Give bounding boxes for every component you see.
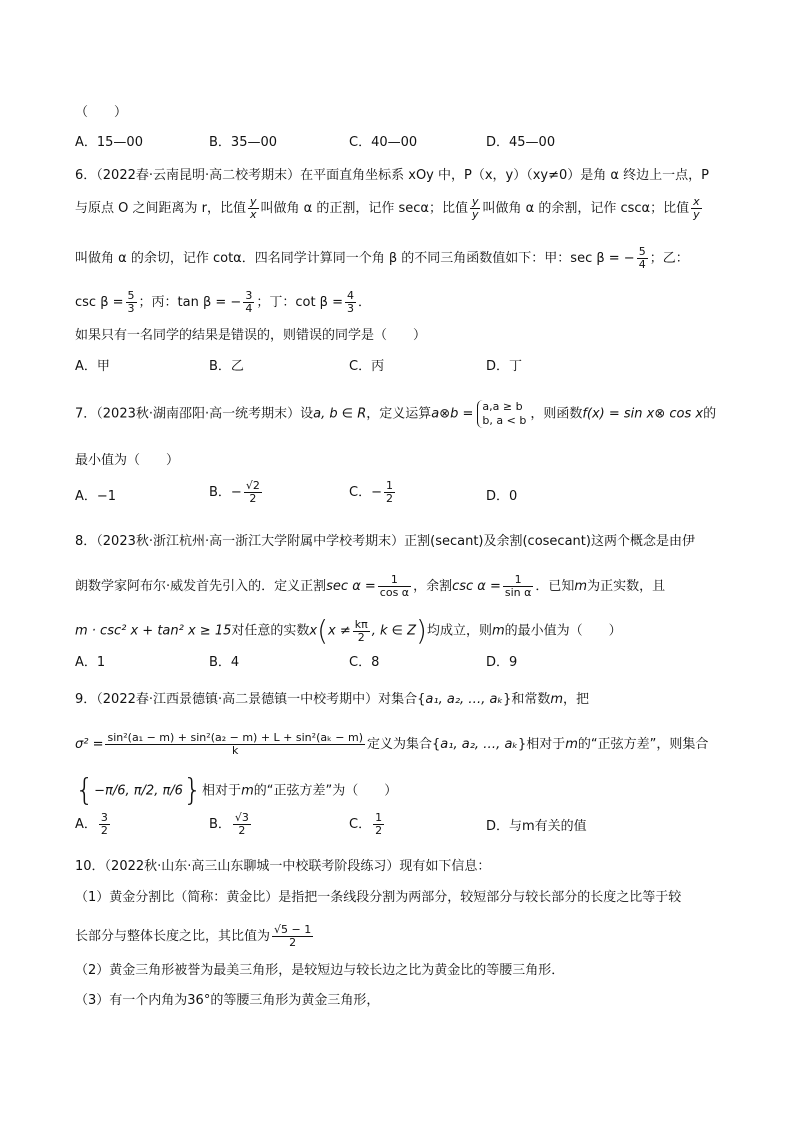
q9-option-c[interactable]: C． $\frac{1}{2}$ [349, 811, 383, 837]
q9-line1: 9．（2022春·江西景德镇·高二景德镇一中校考期中）对集合{a₁, a₂, …, aₖ}和常数m，把 [75, 692, 590, 707]
q8-option-b[interactable]: B．4 [209, 655, 240, 670]
q5-option-d[interactable]: D．45—00 [486, 135, 556, 150]
q6-option-a[interactable]: A．甲 [75, 359, 110, 374]
q9-line3: {−π/6, π/2, π/6}相对于m的“正弦方差”为（ ） [75, 773, 398, 808]
q9-option-d[interactable]: D．与m有关的值 [486, 819, 587, 834]
q6-line4: csc β = $\frac{5}{3}$ ；丙：tan β = − $\frac{3}{4}$ ；丁：cot β = $\frac{4}{3}$ ． [75, 289, 372, 315]
q8-line2: 朗数学家阿布尔·威发首先引入的．定义正割sec α = $\frac{1}{\text{cos α}}$ ，余割csc α = $\frac{1}{\text{sin α}}$ ．已知m为正实数，且 [75, 573, 666, 599]
q9-line2: σ² = $\frac{\text{sin²(a₁ − m) + sin²(a₂ − m) + L + sin²(aₖ − m)}}{k}$ 定义为集合{a₁, a₂, …, aₖ}相对于m的“正弦方差”，则集合 [75, 731, 709, 757]
q7-line2: 最小值为（ ） [75, 453, 180, 468]
q5-option-b[interactable]: B．35—00 [209, 135, 278, 150]
q6-option-b[interactable]: B．乙 [209, 359, 244, 374]
q7-option-a[interactable]: A．−1 [75, 489, 117, 504]
q6-line3: 叫做角 α 的余切，记作 cotα．四名同学计算同一个角 β 的不同三角函数值如下：甲：sec β = − $\frac{5}{4}$ ；乙： [75, 245, 689, 271]
q10-line3: 长部分与整体长度之比，其比值为 $\frac{√5 - 1}{2}$ [75, 923, 312, 949]
q8-option-a[interactable]: A．1 [75, 655, 106, 670]
q7-line1: 7．（2023秋·湖南邵阳·高一统考期末）设a, b ∈ R，定义运算a⊗b = a,a ≥ b b, a < b ，则函数f(x) = sin x⊗ cos x的 [75, 400, 717, 427]
q7-option-b[interactable]: B．− $\frac{√2}{2}$ [209, 479, 260, 505]
q6-option-c[interactable]: C．丙 [349, 359, 385, 374]
q10-line5: （3）有一个内角为36°的等腰三角形为黄金三角形， [75, 993, 380, 1008]
q6-option-d[interactable]: D．丁 [486, 359, 523, 374]
q5-option-a[interactable]: A．15—00 [75, 135, 143, 150]
q7-option-d[interactable]: D．0 [486, 489, 518, 504]
q10-line1: 10．（2022秋·山东·高三山东聊城一中校联考阶段练习）现有如下信息： [75, 859, 491, 874]
q6-line5: 如果只有一名同学的结果是错误的，则错误的同学是（ ） [75, 328, 427, 343]
q8-option-c[interactable]: C．8 [349, 655, 380, 670]
q9-option-a[interactable]: A． $\frac{3}{2}$ [75, 811, 108, 837]
q8-line3: m · csc² x + tan² x ≥ 15对任意的实数x(x ≠ $\frac{k\pi}{2}$ , k ∈ Z)均成立，则m的最小值为（ ） [75, 614, 622, 647]
q10-line4: （2）黄金三角形被誉为最美三角形，是较短边与较长边之比为黄金比的等腰三角形． [75, 963, 565, 978]
q8-option-d[interactable]: D．9 [486, 655, 518, 670]
q5-option-c[interactable]: C．40—00 [349, 135, 418, 150]
q8-line1: 8．（2023秋·浙江杭州·高一浙江大学附属中学校考期末）正割(secant)及余割(cosecant)这两个概念是由伊 [75, 534, 695, 549]
q6-line2: 与原点 O 之间距离为 r，比值 $\frac{y}{x}$ 叫做角 α 的正割，记作 secα；比值 $\frac{y}{y}$ 叫做角 α 的余割，记作 cscα；比值 $\frac{x}{y}$ [75, 195, 700, 221]
q5-paren: （ ） [75, 105, 128, 120]
q9-option-b[interactable]: B． $\frac{√3}{2}$ [209, 811, 249, 837]
q10-line2: （1）黄金分割比（简称：黄金比）是指把一条线段分割为两部分，较短部分与较长部分的长度之比等于较 [75, 890, 682, 905]
q6-line1: 6．（2022春·云南昆明·高二校考期末）在平面直角坐标系 xOy 中，P（x，y）（xy≠0）是角 α 终边上一点，P [75, 168, 709, 183]
q7-option-c[interactable]: C．− $\frac{1}{2}$ [349, 479, 393, 505]
